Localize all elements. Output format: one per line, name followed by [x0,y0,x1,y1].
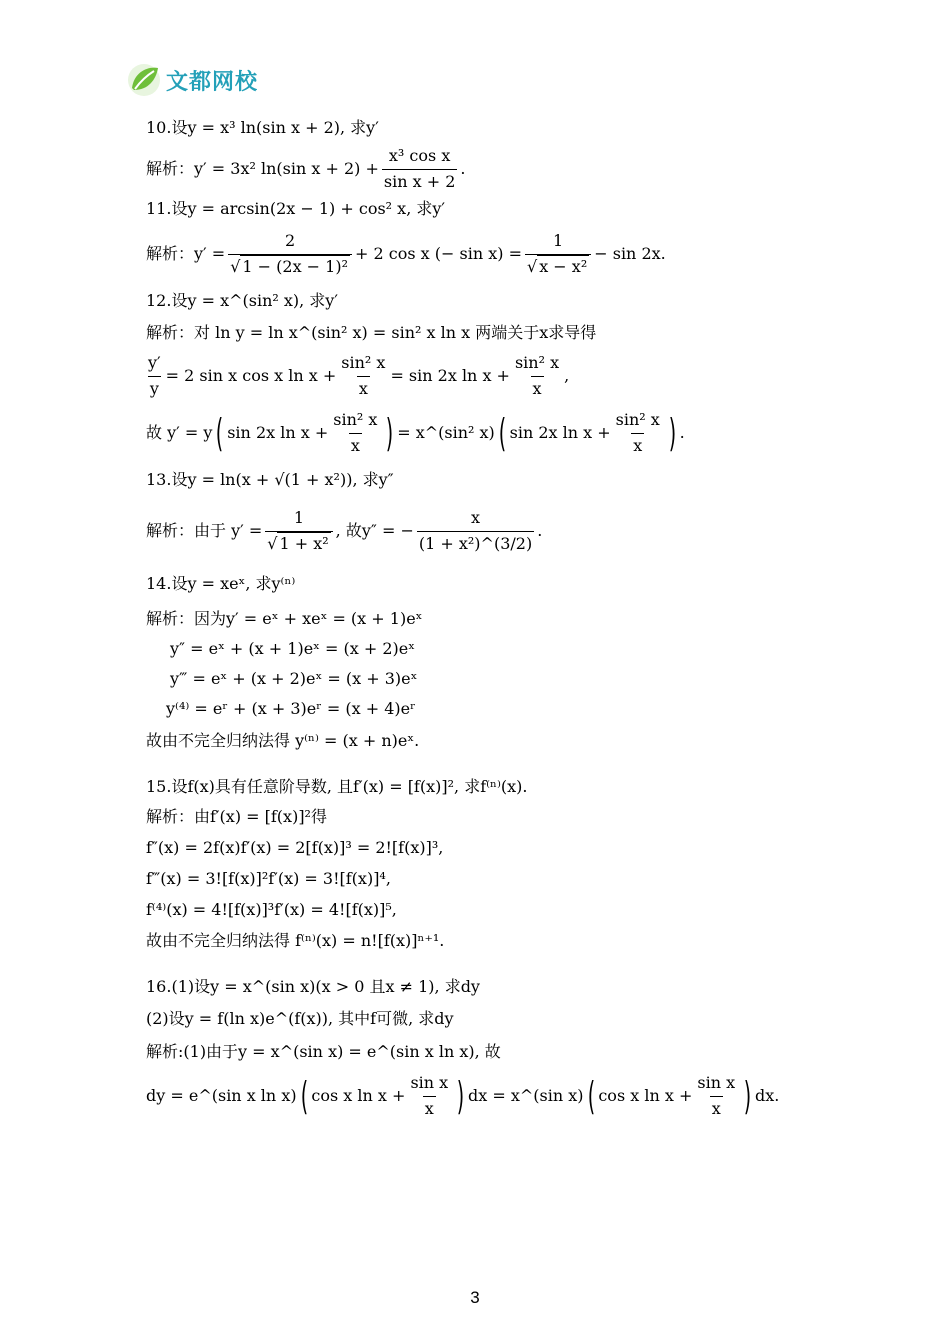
fraction: $\frac{y'}{y}$ [148,352,161,398]
fraction: $\frac{2}{\text{√ 1 − (2x − 1)²}}$ [228,231,352,278]
problem-16-line-1: 解析:(1)由于y = x^(sin x) = e^(sin x ln x), 故 [146,1041,501,1061]
problem-16-line-2: dy = e^(sin x ln x) ( cos x ln x + $\frac{\text{sin x}}{x}$ ) dx = x^(sin x) ( cos x ln x + $\frac{\text{sin x}}{x}$ ) dx. [146,1072,780,1118]
fraction: $\frac{x}{\text{(1 + x²)\textasciicircum{}(3/2)}}$ [418,507,533,553]
fraction: $\frac{\text{sin² x}}{x}$ [333,409,378,455]
solution-content [146,112,866,1124]
problem-15-line-5: 故由不完全归纳法得 f⁽ⁿ⁾(x) = n![f(x)]ⁿ⁺¹. [146,931,445,951]
problem-14-line-3: y‴ = eˣ + (x + 2)eˣ = (x + 3)eˣ [170,668,418,688]
fraction: $\frac{\text{sin² x}}{x}$ [341,352,386,398]
leaf-logo-icon [126,62,162,98]
fraction: $\frac{1}{\text{√ 1 + x²}}$ [265,508,332,555]
problem-14-question: 14.设y = xeˣ, 求y⁽ⁿ⁾ [146,573,296,593]
fraction: $\frac{\text{x³ cos x}}{\text{sin x + 2}}$ [383,145,456,191]
problem-10-question: 10.设y = x³ ln(sin x + 2), 求y′ [146,117,379,137]
problem-15-line-1: 解析：由f′(x) = [f(x)]²得 [146,807,327,827]
fraction: $\frac{1}{\text{√ x − x²}}$ [525,231,591,278]
problem-13-question: 13.设y = ln(x + √(1 + x²)), 求y″ [146,469,394,489]
fraction: $\frac{\text{sin x}}{x}$ [697,1072,736,1118]
problem-16-question-2: (2)设y = f(ln x)e^(f(x)), 其中f可微, 求dy [146,1009,454,1029]
problem-12-answer-line-1: 解析：对 ln y = ln x^(sin² x) = sin² x ln x 两端关于x求导得 [146,322,597,342]
problem-11-question: 11.设y = arcsin(2x − 1) + cos² x, 求y′ [146,198,446,218]
problem-12-question: 12.设y = x^(sin² x), 求y′ [146,290,338,310]
problem-14-line-1: 解析：因为y′ = eˣ + xeˣ = (x + 1)eˣ [146,608,423,628]
problem-15-line-3: f‴(x) = 3![f(x)]²f′(x) = 3![f(x)]⁴, [146,869,391,889]
problem-12-answer-line-3: 故 y′ = y ( sin 2x ln x + $\frac{\text{sin² x}}{x}$ ) = x^(sin² x) ( sin 2x ln x + $\frac{\text{sin² x}}{x}$ ) . [146,409,685,455]
problem-14-line-2: y″ = eˣ + (x + 1)eˣ = (x + 2)eˣ [170,638,416,658]
problem-14-line-5: 故由不完全归纳法得 y⁽ⁿ⁾ = (x + n)eˣ. [146,730,420,750]
problem-11-answer: 解析： y′ = $\frac{2}{\text{√ 1 − (2x − 1)²}}$ + 2 cos x (− sin x) = $\frac{1}{\text{√ x − x²}}$ − sin 2x. [146,230,666,276]
wendu-logo [126,62,258,98]
problem-12-answer-line-2: $\frac{y'}{y}$ = 2 sin x cos x ln x + $\frac{\text{sin² x}}{x}$ = sin 2x ln x + $\frac{\text{sin² x}}{x}$ , [148,352,570,398]
problem-10-answer: 解析： y′ = 3x² ln(sin x + 2) + $\frac{\text{x³ cos x}}{\text{sin x + 2}}$ . [146,145,466,191]
problem-13-answer: 解析：由于 y′ = $\frac{1}{\text{√ 1 + x²}}$ , 故y″ = − $\frac{x}{\text{(1 + x²)\textasciicircum{}(3/2)}}$ . [146,507,543,553]
problem-16-question-1: 16.(1)设y = x^(sin x)(x > 0 且x ≠ 1), 求dy [146,976,480,996]
fraction: $\frac{\text{sin x}}{x}$ [410,1072,449,1118]
fraction: $\frac{\text{sin² x}}{x}$ [514,352,560,398]
problem-15-question: 15.设f(x)具有任意阶导数, 且f′(x) = [f(x)]², 求f⁽ⁿ⁾(x). [146,776,528,796]
problem-15-line-2: f″(x) = 2f(x)f′(x) = 2[f(x)]³ = 2![f(x)]³, [146,838,444,858]
problem-15-line-4: f⁽⁴⁾(x) = 4![f(x)]³f′(x) = 4![f(x)]⁵, [146,900,397,920]
page-number: 3 [470,1288,480,1307]
fraction: $\frac{\text{sin² x}}{x}$ [615,409,660,455]
logo-text: 文都网校 [166,69,259,95]
problem-14-line-4: y⁽⁴⁾ = eʳ + (x + 3)eʳ = (x + 4)eʳ [166,698,416,718]
